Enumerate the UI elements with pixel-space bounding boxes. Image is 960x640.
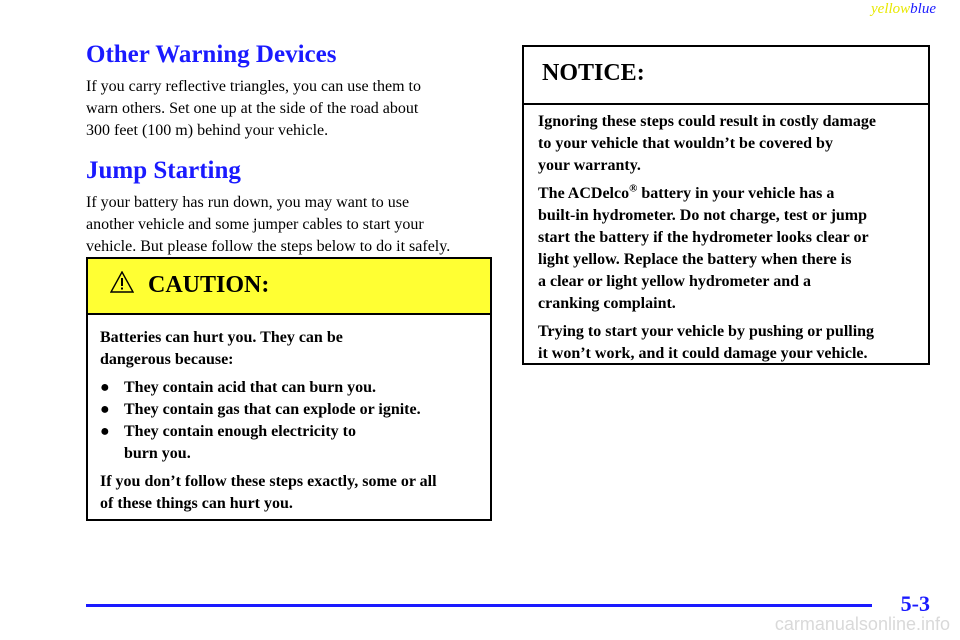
text-line: cranking complaint. [538,295,676,312]
warning-devices-text [86,76,494,142]
text-line: a clear or light yellow hydrometer and a [538,273,812,290]
notice-title: NOTICE: [542,60,645,86]
text-line: They contain gas that can explode or ignite. [124,401,421,418]
text-line: battery in your vehicle has a [637,185,835,202]
notice-body [524,105,928,365]
text-line: of these things can hurt you. [100,495,293,512]
caution-bullet-list [100,377,478,465]
text-line: Batteries can hurt you. They can be [100,329,343,346]
page-number: 5-3 [900,591,930,616]
caution-header [88,259,490,315]
text-line: Trying to start your vehicle by pushing or pulling [538,323,875,340]
caution-title: CAUTION: [148,272,270,298]
bullet-icon: ● [100,401,110,418]
brand-name: The ACDelco [538,185,630,202]
text-line: it won’t work, and it could damage your vehicle. [538,345,868,362]
caution-intro [100,327,478,371]
color-tag-blue: blue [910,1,936,17]
jump-starting-heading: Jump Starting [86,157,241,184]
text-line: If your battery has run down, you may want to use [86,194,410,211]
text-line: your warranty. [538,157,641,174]
notice-para-2 [538,183,918,315]
text-line: If you don’t follow these steps exactly, some or all [100,473,437,490]
notice-para-1 [538,111,918,177]
list-item [100,399,478,421]
list-item [100,421,478,465]
text-line: light yellow. Replace the battery when there is [538,251,852,268]
registered-mark: ® [629,182,638,195]
list-item [100,377,478,399]
bullet-icon: ● [100,379,110,396]
notice-para-3 [538,321,918,365]
caution-body [88,315,490,515]
text-line: burn you. [124,445,191,462]
notice-box [522,45,930,365]
bullet-icon: ● [100,423,110,440]
warning-devices-heading: Other Warning Devices [86,41,337,68]
text-line: dangerous because: [100,351,234,368]
color-tag-yellow: yellow [871,1,911,17]
text-line: Ignoring these steps could result in costly damage [538,113,876,130]
text-line: If you carry reflective triangles, you can use them to [86,78,421,95]
caution-closing [100,471,478,515]
color-tag [871,1,936,18]
text-line: They contain enough electricity to [124,423,356,440]
text-line: to your vehicle that wouldn’t be covered by [538,135,833,152]
text-line: start the battery if the hydrometer looks clear or [538,229,869,246]
text-line: warn others. Set one up at the side of the road about [86,100,419,117]
text-line: 300 feet (100 m) behind your vehicle. [86,122,329,139]
text-line: They contain acid that can burn you. [124,379,377,396]
text-line: vehicle. But please follow the steps below to do it safely. [86,238,451,255]
footer-divider [86,604,872,607]
text-line: another vehicle and some jumper cables to start your [86,216,424,233]
watermark: carmanualsonline.info [774,614,950,634]
text-line: built-in hydrometer. Do not charge, test or jump [538,207,868,224]
notice-header [524,47,928,105]
warning-triangle-icon [110,271,134,293]
caution-box [86,257,492,521]
left-column [86,38,494,258]
jump-starting-text [86,192,494,258]
